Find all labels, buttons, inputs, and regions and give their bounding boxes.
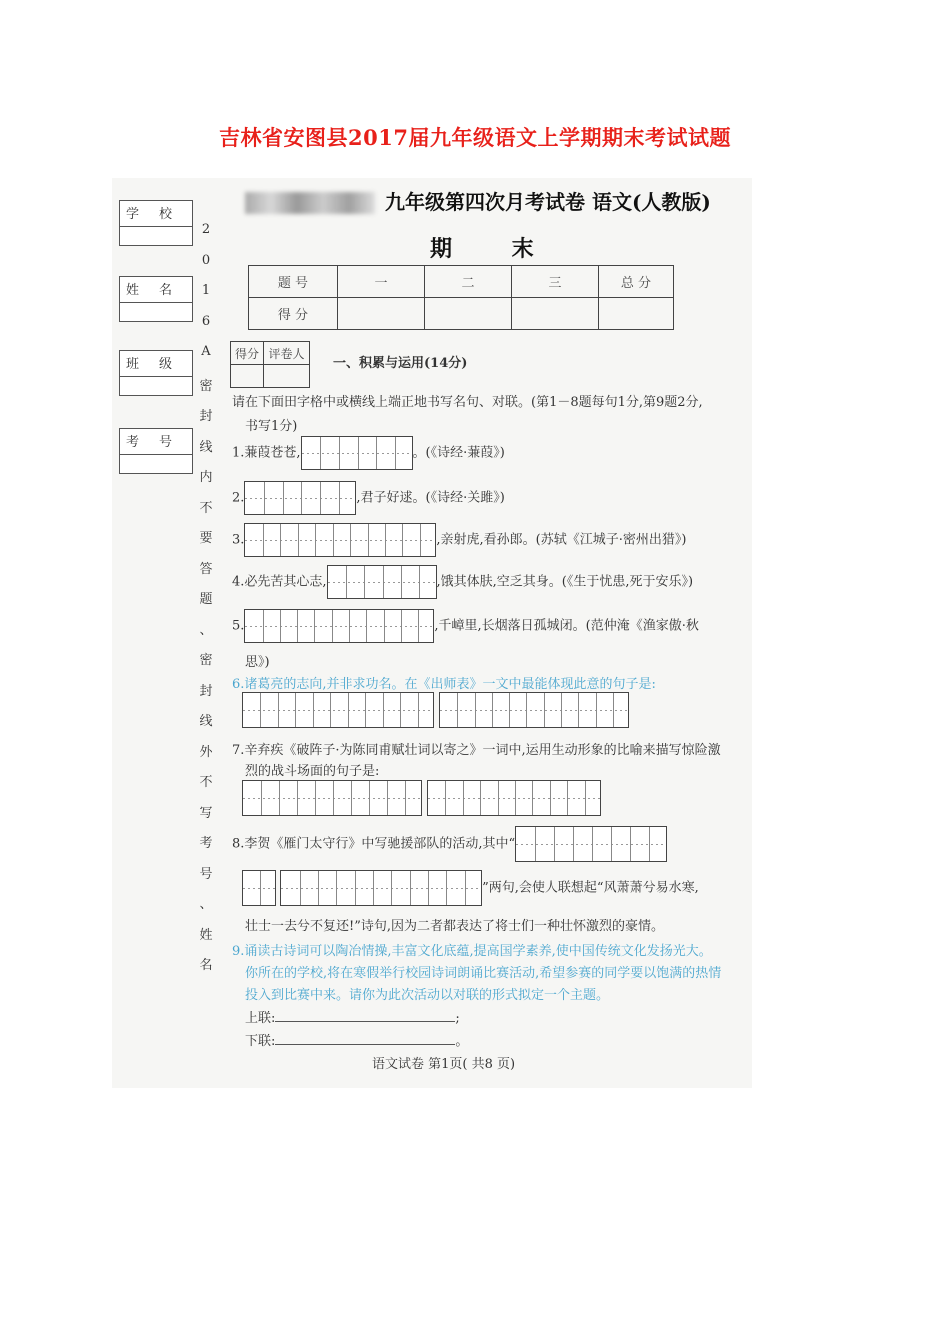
exam-title: 九年级第四次月考试卷 语文(人教版) bbox=[385, 190, 711, 214]
binding-char: 密 bbox=[199, 378, 213, 394]
exam-number-label: 考号 bbox=[126, 435, 193, 450]
instructions-line-2: 书写1分) bbox=[245, 419, 298, 434]
grader-score-label: 得分 bbox=[231, 342, 264, 365]
question-8-cont bbox=[242, 870, 699, 906]
redacted-school-name bbox=[245, 192, 375, 214]
question-6: 6.诸葛亮的志向,并非求功名。在《出师表》一文中最能体现此意的句子是: bbox=[232, 677, 656, 692]
binding-char: 要 bbox=[199, 531, 213, 546]
q5-prefix: 5. bbox=[232, 618, 245, 634]
page-footer: 语文试卷 第1页( 共8 页) bbox=[372, 1057, 516, 1072]
binding-char: 答 bbox=[199, 561, 213, 577]
q6-answer-grids bbox=[242, 692, 629, 728]
q1-suffix: 。(《诗经·蒹葭》) bbox=[412, 445, 505, 461]
score-table bbox=[248, 265, 674, 330]
question-9-line-3: 投入到比赛中来。请你为此次活动以对联的形式拟定一个主题。 bbox=[245, 988, 610, 1003]
score-header-total: 总 分 bbox=[599, 266, 674, 298]
score-header-label: 题 号 bbox=[249, 266, 338, 298]
binding-char: 0 bbox=[201, 252, 211, 268]
section-1-heading: 一、积累与运用(14分) bbox=[333, 356, 468, 371]
q3-suffix: ,亲射虎,看孙郎。(苏轼《江城子·密州出猎》) bbox=[436, 532, 687, 548]
binding-char: 不 bbox=[199, 775, 213, 790]
binding-char: 外 bbox=[199, 744, 213, 760]
couplet-upper-label: 上联: bbox=[245, 1011, 276, 1026]
q8-prefix: 8.李贺《雁门太守行》中写驰援部队的活动,其中“ bbox=[232, 836, 516, 852]
binding-char: 题 bbox=[199, 592, 213, 607]
question-5 bbox=[232, 609, 699, 643]
q4-prefix: 4.必先苦其心志, bbox=[232, 574, 327, 590]
school-field bbox=[119, 200, 193, 246]
q8-answer-grid-1[interactable] bbox=[515, 826, 667, 862]
q6-answer-grid-1[interactable] bbox=[242, 692, 434, 728]
q8-answer-grid-2[interactable] bbox=[242, 870, 276, 906]
question-9-line-1: 9.诵读古诗词可以陶冶情操,丰富文化底蕴,提高国学素养,使中国传统文化发扬光大。 bbox=[232, 944, 712, 959]
question-3 bbox=[232, 523, 686, 557]
document-title: 吉林省安图县2017届九年级语文上学期期末考试试题 bbox=[219, 125, 731, 150]
question-8-end: 壮士一去兮不复还!”诗句,因为二者都表达了将士们一种壮怀激烈的豪情。 bbox=[245, 919, 665, 934]
question-4 bbox=[232, 565, 693, 599]
q7-answer-grid-2[interactable] bbox=[427, 780, 601, 816]
binding-char: 封 bbox=[199, 683, 213, 699]
couplet-lower bbox=[245, 1030, 468, 1049]
q1-answer-grid[interactable] bbox=[301, 436, 413, 470]
score-cell-1 bbox=[338, 298, 425, 330]
couplet-lower-label: 下联: bbox=[245, 1034, 276, 1049]
binding-char: 不 bbox=[199, 500, 213, 516]
q2-prefix: 2. bbox=[232, 490, 245, 506]
question-2 bbox=[232, 481, 505, 515]
q2-suffix: ,君子好逑。(《诗经·关雎》) bbox=[356, 490, 505, 506]
school-label: 学校 bbox=[126, 207, 193, 222]
exam-subtitle: 期 末 bbox=[430, 236, 560, 262]
question-7-line-1: 7.辛弃疾《破阵子·为陈同甫赋壮词以寄之》一词中,运用生动形象的比喻来描写惊险激 bbox=[232, 743, 721, 758]
couplet-upper-input[interactable] bbox=[275, 1007, 455, 1022]
grader-name-label: 评卷人 bbox=[264, 342, 310, 365]
binding-char: 密 bbox=[199, 653, 213, 668]
instructions-line-1: 请在下面田字格中或横线上端正地书写名句、对联。(第1－8题每句1分,第9题2分, bbox=[232, 395, 703, 410]
question-8 bbox=[232, 826, 667, 862]
score-header-2: 二 bbox=[425, 266, 512, 298]
couplet-lower-input[interactable] bbox=[275, 1030, 455, 1045]
binding-char: 2 bbox=[201, 222, 211, 237]
q5-suffix-cont: 思》) bbox=[245, 655, 270, 670]
binding-char: 线 bbox=[199, 439, 213, 455]
q2-answer-grid[interactable] bbox=[244, 481, 356, 515]
binding-char: A bbox=[201, 344, 211, 359]
q3-prefix: 3. bbox=[232, 532, 245, 548]
q7-answer-grid-1[interactable] bbox=[242, 780, 422, 816]
class-label: 班级 bbox=[126, 357, 193, 372]
q8-middle: ”两句,会使人联想起“风萧萧兮易水寒, bbox=[482, 880, 699, 896]
binding-char: 号 bbox=[199, 866, 213, 882]
question-1 bbox=[232, 436, 505, 470]
question-7-line-2: 烈的战斗场面的句子是: bbox=[245, 764, 380, 779]
binding-char: 内 bbox=[199, 470, 213, 485]
binding-char: 考 bbox=[199, 836, 213, 851]
q5-suffix: ,千嶂里,长烟落日孤城闭。(范仲淹《渔家傲·秋 bbox=[434, 618, 699, 634]
q6-answer-grid-2[interactable] bbox=[439, 692, 629, 728]
binding-char: 名 bbox=[199, 958, 213, 973]
grader-box bbox=[230, 341, 310, 388]
score-header-3: 三 bbox=[512, 266, 599, 298]
binding-char: 、 bbox=[199, 622, 213, 638]
q3-answer-grid[interactable] bbox=[244, 523, 436, 557]
score-row-label: 得 分 bbox=[249, 298, 338, 330]
binding-char: 、 bbox=[199, 897, 213, 912]
binding-char: 姓 bbox=[199, 927, 213, 943]
q5-answer-grid[interactable] bbox=[244, 609, 434, 643]
couplet-lower-end: 。 bbox=[455, 1034, 469, 1049]
score-cell-total bbox=[599, 298, 674, 330]
couplet-upper-end: ; bbox=[455, 1011, 460, 1026]
binding-char: 写 bbox=[199, 805, 213, 821]
q1-prefix: 1.蒹葭苍苍, bbox=[232, 445, 301, 461]
grader-name-cell bbox=[264, 365, 310, 388]
binding-char: 6 bbox=[201, 313, 211, 329]
q8-answer-grid-3[interactable] bbox=[280, 870, 482, 906]
name-label: 姓名 bbox=[126, 283, 193, 298]
binding-char: 线 bbox=[199, 714, 213, 729]
grader-score-cell bbox=[231, 365, 264, 388]
score-cell-3 bbox=[512, 298, 599, 330]
couplet-upper bbox=[245, 1007, 460, 1026]
score-cell-2 bbox=[425, 298, 512, 330]
class-field bbox=[119, 350, 193, 396]
question-9-line-2: 你所在的学校,将在寒假举行校园诗词朗诵比赛活动,希望参赛的同学要以饱满的热情 bbox=[245, 966, 722, 981]
q4-suffix: ,饿其体肤,空乏其身。(《生于忧患,死于安乐》) bbox=[436, 574, 694, 590]
q7-answer-grids bbox=[242, 780, 601, 816]
score-header-1: 一 bbox=[338, 266, 425, 298]
binding-char: 1 bbox=[201, 283, 211, 298]
binding-char: 封 bbox=[199, 409, 213, 424]
q4-answer-grid[interactable] bbox=[327, 565, 437, 599]
exam-number-field bbox=[119, 428, 193, 474]
name-field bbox=[119, 276, 193, 322]
